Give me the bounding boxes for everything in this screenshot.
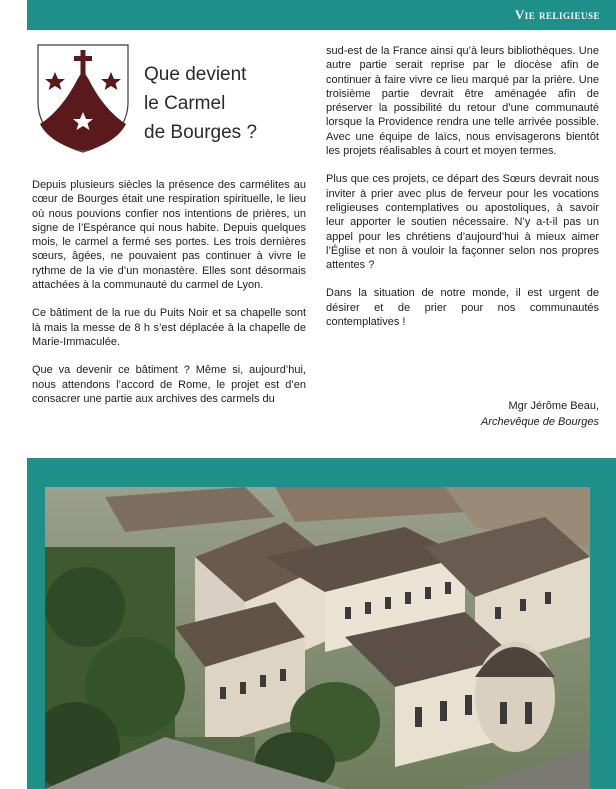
signature-name: Mgr Jérôme Beau, (508, 400, 599, 412)
carmelite-coat-of-arms-icon (35, 42, 131, 154)
section-header-bar (27, 0, 616, 30)
paragraph: Dans la situation de notre monde, il est urgent de désirer et de prier pour nos communautés contemplatives ! (326, 287, 599, 329)
paragraph: Plus que ces projets, ce départ des Sœurs devrait nous inviter à prier avec plus de ferveur pour les vocations religieuses contemplatives ou apostoliques, à savoir leur apporter le soutien nécessaire. N’y a-t-il pas un appel pour les chrétiens d’aujourd’hui à mieux aimer l’Église et non à vouloir la façonner selon nos propres attentes ? (326, 173, 599, 272)
title-line: Que devient (144, 64, 247, 85)
signature (481, 398, 599, 430)
paragraph: sud-est de la France ainsi qu’à leurs bibliothèques. Une autre partie serait reprise par le diocèse afin de continuer à faire vivre ce lieu marqué par la prière. Une troisième partie devrait être aménagée afin de préserver la possibilité du retour d’une communauté lorsque la Providence rendra une telle arrivée possible. Avec une équipe de laïcs, nous envisagerons bientôt les projets réalisables à court et moyen termes. (326, 45, 599, 158)
left-column (32, 178, 306, 420)
section-title: Vie religieuse (514, 7, 600, 22)
paragraph: Depuis plusieurs siècles la présence des carmélites au cœur de Bourges était une respiration spirituelle, le lieu où nous pouvions confier nos intentions de prières, un signe de l’Espérance qui nous habite. Depuis quelques mois, le carmel a fermé ses portes. Les trois dernières sœurs, âgées, ne pouvaient pas continuer à vivre le rythme de la vie d’un monastère. Elles sont désormais attachées à la communauté du carmel de Lyon. (32, 179, 306, 292)
carmel-aerial-photo (45, 487, 590, 789)
title-line: le Carmel (144, 93, 226, 114)
paragraph: Ce bâtiment de la rue du Puits Noir et sa chapelle sont là mais la messe de 8 h s’est déplacée à la chapelle de Marie-Immaculée. (32, 307, 306, 348)
signature-role: Archevêque de Bourges (480, 416, 599, 428)
paragraph: Que va devenir ce bâtiment ? Même si, aujourd’hui, nous attendons l’accord de Rome, le projet est d’en consacrer une partie aux archives des carmels du (32, 364, 306, 405)
right-column (326, 44, 599, 343)
title-line: de Bourges ? (144, 122, 258, 143)
article-title (144, 60, 314, 147)
